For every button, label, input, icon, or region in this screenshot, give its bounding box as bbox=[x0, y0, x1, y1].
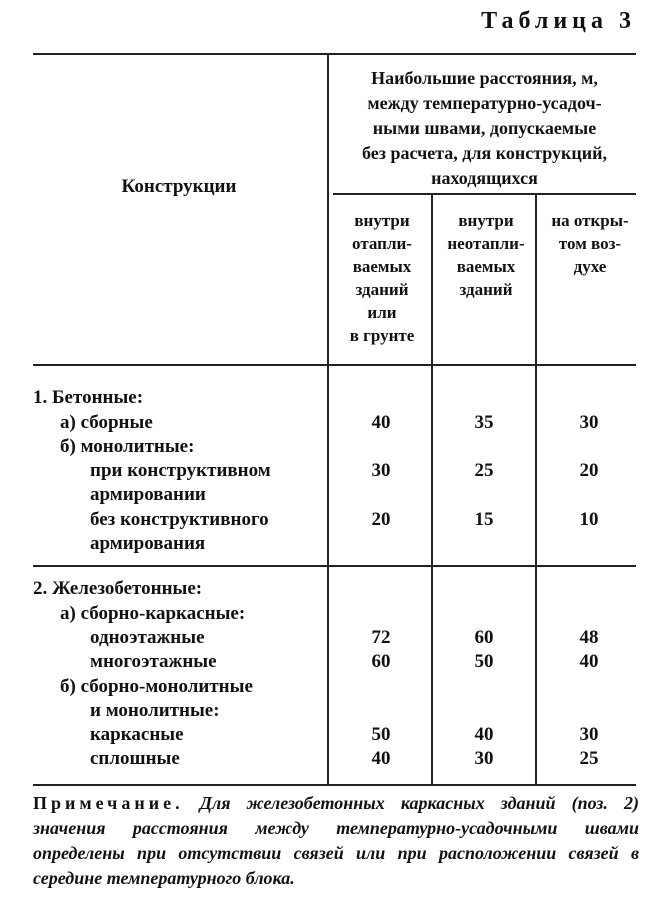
table-title: Таблица 3 bbox=[481, 8, 636, 34]
value-unheated: 40 bbox=[474, 724, 494, 745]
row-label: и монолитные: bbox=[90, 700, 220, 721]
table-row bbox=[0, 412, 654, 438]
row-label: каркасные bbox=[90, 724, 184, 745]
header-heated-line: внутри bbox=[354, 211, 410, 230]
row-label: одноэтажные bbox=[90, 627, 205, 648]
value-heated: 50 bbox=[371, 724, 391, 745]
header-group bbox=[333, 66, 636, 191]
row-label: 2. Железобетонные: bbox=[33, 578, 203, 599]
header-heated bbox=[333, 209, 431, 347]
section-divider-rule bbox=[33, 565, 636, 567]
table-row bbox=[0, 509, 654, 535]
value-heated: 30 bbox=[371, 460, 391, 481]
table-row bbox=[0, 387, 654, 413]
value-unheated: 30 bbox=[474, 748, 494, 769]
table-row bbox=[0, 436, 654, 462]
row-label: 1. Бетонные: bbox=[33, 387, 144, 408]
value-open-air: 20 bbox=[579, 460, 599, 481]
header-heated-line: в грунте bbox=[349, 326, 415, 345]
header-group-line: без расчета, для конструкций, bbox=[361, 143, 608, 163]
row-label: а) сборные bbox=[60, 412, 153, 433]
row-label: при конструктивном bbox=[90, 460, 271, 481]
value-open-air: 10 bbox=[579, 509, 599, 530]
header-constructions: Конструкции bbox=[121, 176, 237, 197]
value-open-air: 30 bbox=[579, 724, 599, 745]
header-open-air bbox=[541, 209, 639, 278]
row-label: а) сборно-каркасные: bbox=[60, 603, 246, 624]
table-row bbox=[0, 603, 654, 629]
table-row bbox=[0, 578, 654, 604]
table-bottom-rule bbox=[33, 784, 636, 786]
row-label: сплошные bbox=[90, 748, 180, 769]
value-unheated: 15 bbox=[474, 509, 494, 530]
value-unheated: 60 bbox=[474, 627, 494, 648]
table-row bbox=[0, 460, 654, 486]
table-row bbox=[0, 651, 654, 677]
header-unheated-line: зданий bbox=[459, 280, 513, 299]
value-heated: 20 bbox=[371, 509, 391, 530]
header-unheated-line: внутри bbox=[458, 211, 514, 230]
value-heated: 40 bbox=[371, 412, 391, 433]
table-row bbox=[0, 533, 654, 559]
table-top-rule bbox=[33, 53, 636, 55]
row-label: б) монолитные: bbox=[60, 436, 195, 457]
header-heated-line: ваемых bbox=[352, 257, 412, 276]
header-bottom-rule bbox=[33, 364, 636, 366]
value-unheated: 25 bbox=[474, 460, 494, 481]
table-row bbox=[0, 748, 654, 774]
table-row bbox=[0, 676, 654, 702]
value-open-air: 30 bbox=[579, 412, 599, 433]
value-open-air: 25 bbox=[579, 748, 599, 769]
note-text: Для железобетонных каркасных зданий (поз. 2) значения расстояния между температурно-усадочными швами определены при отсутствии связей или при расположении связей в середине температурного блока. bbox=[33, 793, 640, 888]
header-open-air-line: духе bbox=[573, 257, 607, 276]
header-heated-line: или bbox=[367, 303, 397, 322]
value-open-air: 40 bbox=[579, 651, 599, 672]
value-heated: 60 bbox=[371, 651, 391, 672]
row-label: многоэтажные bbox=[90, 651, 217, 672]
header-group-line: находящихся bbox=[431, 168, 538, 188]
table-note bbox=[33, 791, 639, 891]
row-label: б) сборно-монолитные bbox=[60, 676, 253, 697]
table-row bbox=[0, 627, 654, 653]
header-unheated-line: ваемых bbox=[456, 257, 516, 276]
header-heated-line: зданий bbox=[355, 280, 409, 299]
header-group-line: между температурно-усадоч- bbox=[367, 93, 602, 113]
row-label: без конструктивного bbox=[90, 509, 269, 530]
table-row bbox=[0, 700, 654, 726]
table-row bbox=[0, 484, 654, 510]
value-heated: 72 bbox=[371, 627, 391, 648]
group-header-rule bbox=[333, 193, 636, 195]
header-heated-line: отапли- bbox=[352, 234, 412, 253]
header-unheated-line: неотапли- bbox=[447, 234, 525, 253]
row-label: армировании bbox=[90, 484, 206, 505]
value-unheated: 50 bbox=[474, 651, 494, 672]
value-heated: 40 bbox=[371, 748, 391, 769]
note-heading: Примечание. bbox=[33, 793, 184, 813]
header-open-air-line: том воз- bbox=[558, 234, 622, 253]
value-open-air: 48 bbox=[579, 627, 599, 648]
value-unheated: 35 bbox=[474, 412, 494, 433]
header-group-line: Наибольшие расстояния, м, bbox=[371, 68, 598, 88]
header-open-air-line: на откры- bbox=[551, 211, 629, 230]
row-label: армирования bbox=[90, 533, 206, 554]
header-group-line: ными швами, допускаемые bbox=[372, 118, 597, 138]
header-unheated bbox=[437, 209, 535, 301]
table-row bbox=[0, 724, 654, 750]
